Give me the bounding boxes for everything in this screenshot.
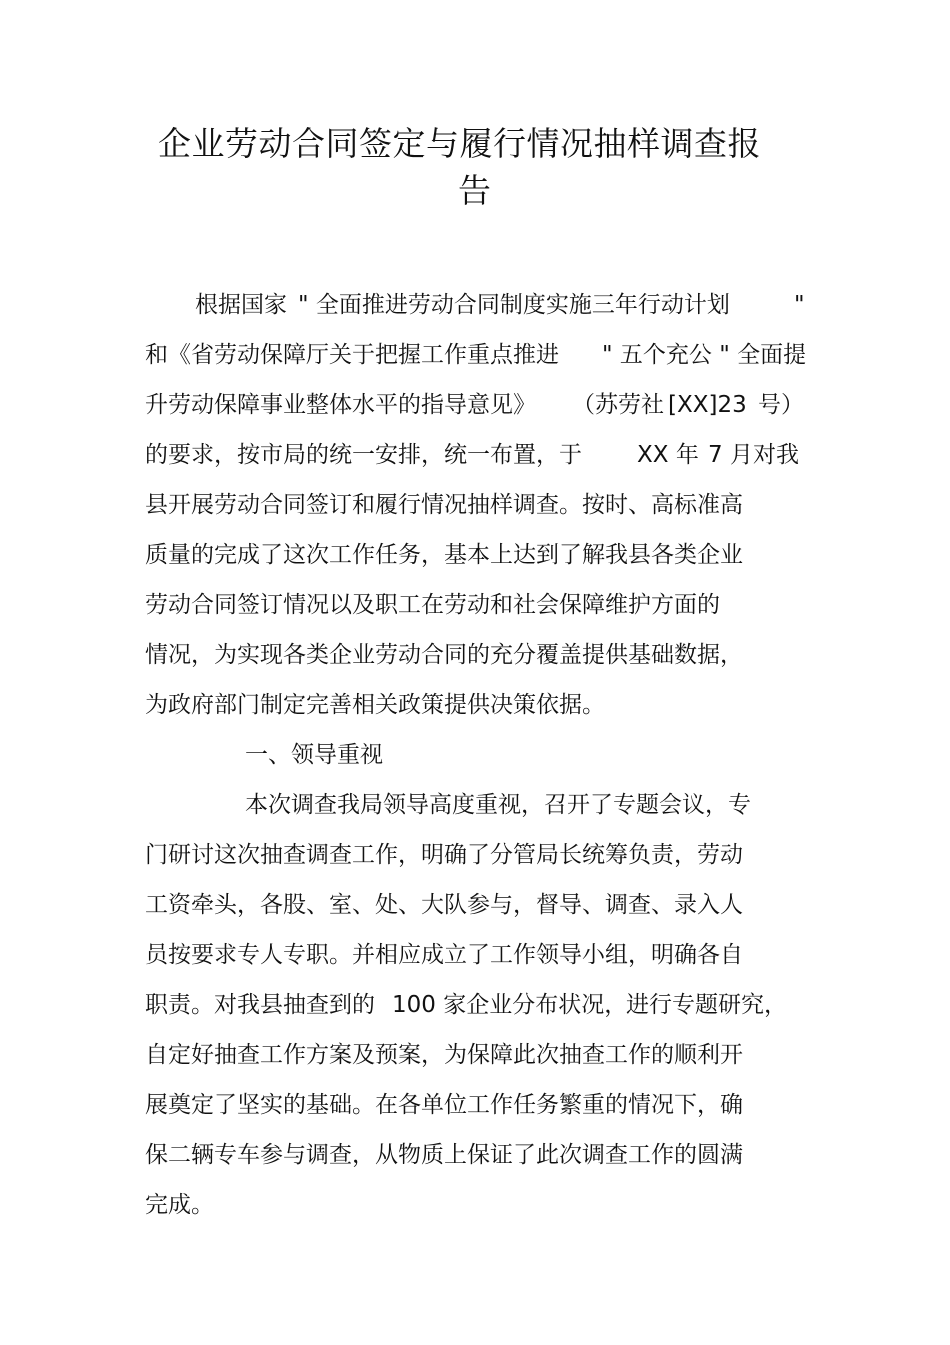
paragraph-1-line-4-part-b: XX 年: [637, 442, 699, 468]
paragraph-1-line-1-part-c: ": [794, 292, 805, 318]
section-1-line-2: 门研讨这次抽查调查工作，明确了分管局长统筹负责，劳动: [145, 842, 743, 868]
section-1-line-8: 保二辆专车参与调查，从物质上保证了此次调查工作的圆满: [145, 1142, 743, 1168]
document-title-line-1: 企业劳动合同签定与履行情况抽样调查报: [158, 124, 761, 163]
paragraph-1-line-3-part-c: [XX]23: [668, 392, 747, 418]
paragraph-1-line-7: 劳动合同签订情况以及职工在劳动和社会保障维护方面的: [145, 592, 720, 618]
section-1-line-6: 自定好抽查工作方案及预案，为保障此次抽查工作的顺利开: [145, 1042, 743, 1068]
section-1-line-5-part-b: 100 家企业分布状况，: [392, 992, 628, 1018]
paragraph-1-line-3-part-a: 升劳动保障事业整体水平的指导意见》: [145, 392, 536, 418]
paragraph-1-line-6: 质量的完成了这次工作任务，基本上达到了解我县各类企业: [145, 542, 743, 568]
paragraph-1-line-3-part-b: （苏劳社: [572, 392, 664, 418]
section-1-heading: 一、领导重视: [245, 742, 383, 768]
paragraph-1-line-1-part-b: " 全面推进劳动合同制度实施三年行动计划: [298, 292, 730, 318]
paragraph-1-line-4-part-a: 的要求，按市局的统一安排，统一布置，于: [145, 442, 582, 468]
section-1-line-3: 工资牵头，各股、室、处、大队参与，督导、调查、录入人: [145, 892, 743, 918]
section-1-line-7: 展奠定了坚实的基础。在各单位工作任务繁重的情况下，确: [145, 1092, 743, 1118]
paragraph-1-line-2-part-a: 和《省劳动保障厅关于把握工作重点推进: [145, 342, 559, 368]
paragraph-1-line-9: 为政府部门制定完善相关政策提供决策依据。: [145, 692, 605, 718]
section-1-line-4: 员按要求专人专职。并相应成立了工作领导小组，明确各自: [145, 942, 743, 968]
section-1-line-9: 完成。: [145, 1192, 214, 1218]
paragraph-1-line-2-part-b: " 五个充公 " 全面提: [602, 342, 807, 368]
paragraph-1-line-8: 情况，为实现各类企业劳动合同的充分覆盖提供基础数据，: [145, 642, 743, 668]
paragraph-1-line-1-part-a: 根据国家: [195, 292, 287, 318]
paragraph-1-line-5: 县开展劳动合同签订和履行情况抽样调查。按时、高标准高: [145, 492, 743, 518]
section-1-line-1: 本次调查我局领导高度重视，召开了专题会议，专: [245, 792, 751, 818]
paragraph-1-line-4-part-c: 7 月对我: [708, 442, 799, 468]
document-title-line-2: 告: [458, 171, 492, 210]
paragraph-1-line-3-part-d: 号）: [758, 392, 804, 418]
section-1-line-5-part-c: 进行专题研究，: [626, 992, 787, 1018]
section-1-line-5-part-a: 职责。对我县抽查到的: [145, 992, 375, 1018]
